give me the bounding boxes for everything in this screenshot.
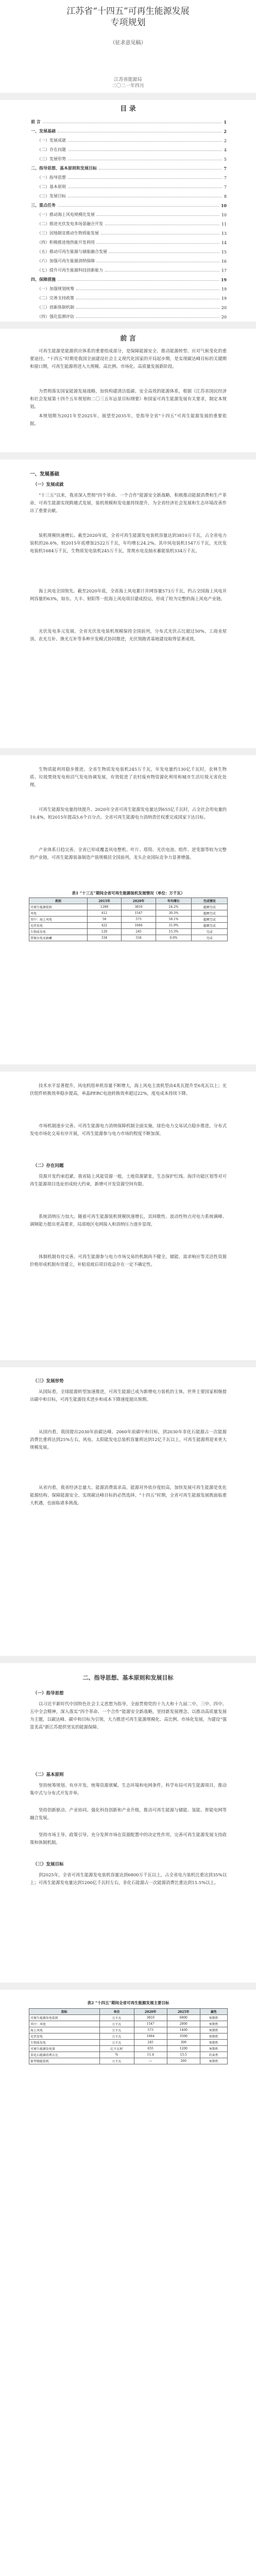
toc-entry[interactable] xyxy=(31,125,227,134)
toc-entry-page: 2 xyxy=(224,139,227,143)
table-header-cell: 2015年 xyxy=(87,898,121,904)
toc-entry-page: 19 xyxy=(220,277,227,282)
table-cell: 亿千瓦时 xyxy=(99,2046,134,2052)
toc-entry[interactable] xyxy=(31,292,227,301)
toc-entry-page: 19 xyxy=(221,296,227,301)
table-row xyxy=(29,2040,228,2046)
table-cell: 1400 xyxy=(167,2027,200,2033)
body-paragraph: 光伏发电多元发展。全省光伏发电装机规模保持全国前列，分布式光伏占比超过50%，工商业屋顶、农光互补、渔光互补等多种开发模式协同推进，光伏领跑者基地建设取得显著成效。 xyxy=(30,629,227,641)
table-cell: 3810 xyxy=(122,904,156,910)
table-row xyxy=(29,910,228,917)
toc-leader-dots xyxy=(76,308,219,309)
toc-entry[interactable] xyxy=(31,301,227,310)
section-heading: （一）发展成就 xyxy=(33,482,64,487)
table-cell: 260 xyxy=(167,2058,200,2064)
toc-entry[interactable] xyxy=(31,143,227,152)
table-cell: 万千瓦 xyxy=(99,2058,134,2064)
table-cell: 334 xyxy=(87,935,121,941)
preface-paragraph: 为贯彻落实国家能源发展战略，加快构建清洁低碳、安全高效的能源体系，根据《江苏省国民经济和社会发展第十四个五年规划和二〇三五年远景目标纲要》和国家可再生能源发展有关要求，制定本规划。 xyxy=(30,388,227,409)
table-cell: 1200 xyxy=(167,2046,200,2052)
table1-caption: 表1 “十三五”期间全省可再生能源装机发展情况（单位：万千瓦） xyxy=(72,891,185,895)
table-cell: 常规水电及抽蓄 xyxy=(29,935,88,941)
toc-entry-page: 19 xyxy=(221,287,227,292)
table-row xyxy=(29,929,228,935)
table-cell: 422 xyxy=(87,923,121,929)
toc-leader-dots xyxy=(76,317,219,318)
toc-entry-page: 5 xyxy=(224,157,227,162)
table-cell: 其中：风电 xyxy=(29,2021,100,2027)
toc-entry[interactable] xyxy=(31,199,227,208)
table-cell: 300 xyxy=(167,2040,200,2046)
table-row xyxy=(29,917,228,923)
toc-entry-label: 四、保障措施 xyxy=(31,277,56,282)
table1 xyxy=(29,897,228,941)
table-row xyxy=(29,904,228,910)
table-cell: 万千瓦 xyxy=(99,2021,134,2027)
table-cell: 生物质发电 xyxy=(29,2040,100,2046)
toc-entry[interactable] xyxy=(31,162,227,171)
cover-date: 二〇二一年四月 xyxy=(111,83,144,89)
toc-entry-label: （三）发展目标 xyxy=(37,194,66,198)
toc-leader-dots xyxy=(58,280,219,281)
table-cell: 1547 xyxy=(122,910,156,917)
table-cell: 245 xyxy=(122,929,156,935)
toc-entry-page: 10 xyxy=(220,203,227,208)
toc-entry-label: （二）存在问题 xyxy=(37,147,66,152)
section-heading: （三）发展形势 xyxy=(33,1379,64,1384)
table-cell: 可再生能源发电装机 xyxy=(29,2015,100,2021)
table-cell: 预期性 xyxy=(200,2015,227,2021)
body-paragraph: 产业体系日趋完善。全省已形成覆盖风电整机、叶片、塔筒、光伏电池、组件、逆变器等较为完整的产业链，可再生能源装备制造产值规模居全国前列，龙头企业国际竞争力显著增强。 xyxy=(30,847,227,860)
table-header-cell: 年均增长 xyxy=(156,898,192,904)
toc-entry[interactable] xyxy=(31,208,227,217)
toc-entry-label: （三）创新体制机制 xyxy=(37,305,74,310)
table-cell: 完成 xyxy=(192,935,228,941)
table-cell: 完成 xyxy=(192,929,228,935)
toc-entry-label: 前 言 xyxy=(31,119,41,124)
body-paragraph: 生物质能利用稳步推进。全省生物质发电装机245万千瓦，年发电量约130亿千瓦时，农林生物质、垃圾焚烧发电和沼气发电协调发展，有效促进了农村废弃物资源化利用和城市生活垃圾无害化处理。 xyxy=(30,767,227,787)
table-cell: 预期性 xyxy=(200,2021,227,2027)
toc-entry-label: 三、重点任务 xyxy=(31,202,56,208)
toc-leader-dots xyxy=(68,150,222,151)
table-cell: 海上风电 xyxy=(29,2027,100,2033)
toc-entry-page: 8 xyxy=(224,194,227,199)
toc-entry-label: （一）加强规划统筹 xyxy=(37,286,74,291)
toc-entry[interactable] xyxy=(31,217,227,227)
toc-entry-label: （一）发展成就 xyxy=(37,138,66,143)
chapter2-heading: 二、指导思想、基本原则和发展目标 xyxy=(82,1674,174,1681)
page-separator xyxy=(0,1064,256,1072)
toc-entry[interactable] xyxy=(31,264,227,273)
table-cell: 光伏发电 xyxy=(29,2033,100,2040)
body-paragraph: 系统消纳压力加大。随着可再生能源装机规模快速增长，其间歇性、波动性特点对电力系统调峰、调频能力提出更高要求，局部地区电网接入和消纳压力逐步显现。 xyxy=(30,1214,227,1227)
body-paragraph: 海上风电全国领先。截至2020年底，全省海上风电累计并网容量573万千瓦，约占全国海上风电并网容量的63%，如东、大丰、射阳等一批海上风电项目建成投运，形成了较为完整的海上风电产业链。 xyxy=(30,588,227,601)
toc-entry-label: （四）积极推进地热能开发利用 xyxy=(37,240,95,245)
toc-entry-label: （一）指导思想 xyxy=(37,175,66,180)
table-cell: 245 xyxy=(134,2040,167,2046)
table-cell: 0.0% xyxy=(156,935,192,941)
table-cell: 58 xyxy=(87,917,121,923)
toc-entry-page: 1 xyxy=(224,120,227,125)
toc-entry-label: （二）完善支持政策 xyxy=(37,296,74,300)
toc-entry[interactable] xyxy=(31,171,227,180)
table2-caption: 表2 “十四五”期间全省可再生能源发展主要目标 xyxy=(87,2001,169,2005)
table-cell: 可再生能源装机 xyxy=(29,904,88,910)
table-cell: 655 xyxy=(134,2046,167,2052)
body-paragraph: 坚持市场主导、政策引导。充分发挥市场在资源配置中的决定性作用，完善可再生能源发展支持政策和体制机制。 xyxy=(30,1832,227,1845)
table-cell: 风电 xyxy=(29,910,88,917)
toc-entry-page: 4 xyxy=(224,148,227,152)
chapter2-page-2 xyxy=(0,1990,256,2576)
toc-entry-label: （五）推动可再生能源与储能融合发展 xyxy=(37,249,107,254)
table-cell: 1684 xyxy=(134,2033,167,2040)
cover-issuer: 江苏省能源局 xyxy=(114,77,142,82)
table-cell: % xyxy=(99,2052,134,2058)
table-cell: 万千瓦 xyxy=(99,2033,134,2040)
table-cell: 120 xyxy=(87,929,121,935)
section-heading: （一）指导思想 xyxy=(33,1691,64,1696)
toc-entry[interactable] xyxy=(31,255,227,264)
table-row xyxy=(29,2021,228,2027)
toc-entry-label: （二）推进光伏发电多场景融合开发 xyxy=(37,222,103,226)
table-cell: 15.3% xyxy=(156,929,192,935)
toc-entry[interactable] xyxy=(31,190,227,199)
cover-draft-label: （征求意见稿） xyxy=(110,40,146,46)
page-separator xyxy=(0,452,256,460)
toc-entry-label: 二、指导思想、基本原则和发展目标 xyxy=(31,165,97,171)
table-cell: 1288 xyxy=(87,904,121,910)
table-cell: 334 xyxy=(122,935,156,941)
table-row xyxy=(29,2046,228,2052)
table-cell: 1547 xyxy=(134,2021,167,2027)
toc-title: 目 录 xyxy=(120,105,136,113)
toc-entry-label: （三）发展形势 xyxy=(37,157,66,161)
table-cell: 58.1% xyxy=(156,917,192,923)
table-cell: 573 xyxy=(122,917,156,923)
body-paragraph: 以习近平新时代中国特色社会主义思想为指导，全面贯彻党的十九大和十九届二中、三中、四中、五中全会精神，深入落实“四个革命、一个合作”能源安全新战略，坚持新发展理念，以推动高质量发展为主题，以碳达峰、碳中和目标为引领，大力推进可再生能源规模化、高比例、市场化发展，为建设“强富美高”新江苏提供坚实的能源保障。 xyxy=(30,1701,227,1730)
toc-entry[interactable] xyxy=(31,115,227,125)
body-paragraph: 技术水平显著提升。风电机组单机容量不断增大，海上风电主流机型由4兆瓦提升至6兆瓦以上；光伏组件转换效率稳步提高，单晶PERC电池转换效率超过22%，度电成本持续下降。 xyxy=(30,1083,227,1096)
body-paragraph: 从国际看，全球能源转型加速推进，可再生能源已成为新增电力装机的主体，世界主要国家相继提出碳中和目标，可再生能源技术进步和成本下降速度超出预期。 xyxy=(30,1389,227,1402)
table-cell: 31.9% xyxy=(156,923,192,929)
toc-entry[interactable] xyxy=(31,134,227,143)
table-header-cell: 2020年 xyxy=(122,898,156,904)
table-cell: 3810 xyxy=(134,2015,167,2021)
table-cell: 预期性 xyxy=(200,2027,227,2033)
page-separator xyxy=(0,1656,256,1663)
preface-title: 前 言 xyxy=(120,335,136,343)
toc-entry-label: 一、发展基础 xyxy=(31,128,56,133)
toc-entry-page: 7 xyxy=(224,166,227,171)
body-paragraph: 到2025年，全省可再生能源发电装机容量达到6800万千瓦以上，占全省电力装机比重达到35%以上；可再生能源发电量达到1200亿千瓦时左右，非化石能源占一次能源消费比重达到15.5%以上。 xyxy=(30,1872,227,1885)
table-cell: 其中：海上风电 xyxy=(29,917,88,923)
toc-entry-page: 11 xyxy=(221,222,227,227)
table-cell: 预期性 xyxy=(200,2046,227,2052)
preface-page xyxy=(0,329,256,452)
table-cell: 3500 xyxy=(167,2033,200,2040)
chapter1-heading: 一、发展基础 xyxy=(30,471,60,477)
toc-entry-page: 2 xyxy=(224,129,227,134)
toc-entry[interactable] xyxy=(31,273,227,282)
chapter1-page-4 xyxy=(0,1367,256,1656)
table-row xyxy=(29,2027,228,2033)
table-cell: 15.5 xyxy=(167,2052,200,2058)
toc-leader-dots xyxy=(105,271,219,272)
table-row xyxy=(29,935,228,941)
table-cell: 光伏发电 xyxy=(29,923,88,929)
table-cell: 生物质发电 xyxy=(29,929,88,935)
table-header-cell: 完成情况 xyxy=(192,898,228,904)
body-paragraph: 装机规模快速增长。截至2020年底，全省可再生能源发电装机容量达到3810万千瓦，占全省电力装机的26.6%，较2015年底增加2522万千瓦，年均增长24.2%。其中风电装机1547万千瓦，光伏发电装机1684万千瓦，生物质发电装机245万千瓦，常规水电及抽水蓄能装机334万千瓦。 xyxy=(30,533,227,553)
table-header-cell: 单位 xyxy=(99,2009,134,2015)
table-header-cell: 2025年 xyxy=(167,2009,200,2015)
toc-entry[interactable] xyxy=(31,245,227,255)
page-separator xyxy=(0,93,256,100)
table-row xyxy=(29,923,228,929)
table-cell: 412 xyxy=(87,910,121,917)
toc-entry[interactable] xyxy=(31,310,227,319)
toc-list xyxy=(31,115,227,347)
section-heading: （二）基本原则 xyxy=(33,1772,64,1777)
table2 xyxy=(29,2008,228,2064)
table-cell: 1684 xyxy=(122,923,156,929)
table-cell: 新型储能装机 xyxy=(29,2058,100,2064)
table-row xyxy=(29,2033,228,2040)
cover-title-line2: 专项规划 xyxy=(110,18,146,28)
table-header-cell: 类别 xyxy=(29,898,88,904)
table-row xyxy=(29,2058,228,2064)
toc-entry-label: （七）提升可再生能源科技创新能力 xyxy=(37,268,103,273)
chapter1-page xyxy=(0,460,256,748)
toc-entry-label: （三）因地制宜推动生物质能发展 xyxy=(37,231,99,235)
table-header-cell: 2020年 xyxy=(134,2009,167,2015)
table-cell: — xyxy=(134,2058,167,2064)
toc-entry[interactable] xyxy=(31,236,227,245)
table-cell: 30.3% xyxy=(156,910,192,917)
table-cell: 6800 xyxy=(167,2015,200,2021)
table-cell: 预期性 xyxy=(200,2058,227,2064)
toc-entry[interactable] xyxy=(31,152,227,162)
toc-entry[interactable] xyxy=(31,227,227,236)
toc-leader-dots xyxy=(68,178,222,179)
table-cell: 超额完成 xyxy=(192,910,228,917)
table-cell: 超额完成 xyxy=(192,917,228,923)
toc-entry-label: （四）强化监测评估 xyxy=(37,314,74,319)
toc-entry-page: 14 xyxy=(221,241,227,245)
toc-entry-label: （二）基本原则 xyxy=(37,184,66,189)
toc-entry-page: 13 xyxy=(221,231,227,236)
body-paragraph: 从省内看，我省经济总量大、能源消费需求高，能源对外依存度较高，加快发展可再生能源是优化能源结构、保障能源安全、实现碳达峰目标的必然选择。“十四五”时期，全省可再生能源发展既面临重大机遇，也面临诸多挑战。 xyxy=(30,1485,227,1505)
toc-entry[interactable] xyxy=(31,282,227,292)
toc-entry-page: 10 xyxy=(221,213,227,217)
table-header-row xyxy=(29,898,228,904)
table-cell: 573 xyxy=(134,2027,167,2033)
toc-leader-dots xyxy=(97,243,219,244)
toc-leader-dots xyxy=(68,141,222,142)
toc-leader-dots xyxy=(99,169,221,170)
table-cell: 超额完成 xyxy=(192,923,228,929)
body-paragraph: 可再生能源发电量持续提升。2020年全省可再生能源发电量达到655亿千瓦时，占全社会用电量的10.4%，较2015年提高5.6个百分点。全省可再生能源电力消纳责任权重完成国家下达目标。 xyxy=(30,807,227,820)
table-cell: 2800 xyxy=(167,2021,200,2027)
table-row xyxy=(29,2052,228,2058)
table-cell: 可再生能源发电量 xyxy=(29,2046,100,2052)
table-cell: 非化石能源消费占比 xyxy=(29,2052,100,2058)
table-cell: 预期性 xyxy=(200,2040,227,2046)
page-separator xyxy=(0,1982,256,1990)
page-separator xyxy=(0,321,256,329)
chapter1-page-3 xyxy=(0,1072,256,1360)
body-paragraph: 坚持创新驱动、产业协同。强化科技创新和产业升级，推动可再生能源与储能、氢能、智能电网等融合发展。 xyxy=(30,1807,227,1820)
chapter1-page-2 xyxy=(0,755,256,1064)
toc-entry-page: 15 xyxy=(221,250,227,255)
table-cell: 约束性 xyxy=(200,2052,227,2058)
page-separator xyxy=(0,748,256,755)
body-paragraph: 体制机制有待完善。可再生能源参与电力市场交易的机制尚不健全，储能、需求响应等灵活性资源价格形成机制有待建立，补贴退坡后项目收益存在一定不确定性。 xyxy=(30,1254,227,1267)
preface-paragraph: 本规划期为2021年至2025年，展望至2035年，是指导全省“十四五”可再生能源发展的重要依据。 xyxy=(30,413,227,426)
toc-page xyxy=(0,100,256,321)
body-paragraph: 资源开发约束趋紧。我省陆上风能资源一般，土地资源紧张，生态保护红线、海洋功能区划等对可再生能源项目选址形成较大约束，新增可开发资源空间有限。 xyxy=(30,1174,227,1187)
toc-entry-page: 17 xyxy=(221,268,227,273)
toc-entry-label: （六）加强可再生能源消纳保障 xyxy=(37,259,95,263)
toc-entry-page: 7 xyxy=(224,176,227,180)
toc-entry-page: 16 xyxy=(221,259,227,264)
table-header-cell: 属性 xyxy=(200,2009,227,2015)
body-paragraph: 市场机制逐步完善。可再生能源电力消纳保障机制全面实施，绿色电力交易试点稳步推进，分布式发电市场化交易有序开展，可再生能源参与电力市场的程度不断加深。 xyxy=(30,1123,227,1136)
toc-leader-dots xyxy=(109,252,219,253)
table-header-cell: 指标 xyxy=(29,2009,100,2015)
table-cell: 24.2% xyxy=(156,904,192,910)
chapter2-page xyxy=(0,1663,256,1982)
toc-entry-page: 20 xyxy=(221,306,227,310)
section-heading: （二）存在问题 xyxy=(33,1163,64,1168)
toc-leader-dots xyxy=(97,215,219,216)
cover-page xyxy=(0,0,256,93)
cover-title-line1: 江苏省“十四五”可再生能源发展 xyxy=(66,6,190,16)
toc-entry-label: （一）推动海上风电规模化发展 xyxy=(37,212,95,217)
table-cell: 11.4 xyxy=(134,2052,167,2058)
toc-entry-page: 20 xyxy=(221,315,227,319)
table-cell: 预期性 xyxy=(200,2033,227,2040)
toc-entry-page: 7 xyxy=(224,185,227,190)
page-separator xyxy=(0,1360,256,1367)
table-cell: 万千瓦 xyxy=(99,2027,134,2033)
table-header-row xyxy=(29,2009,228,2015)
table-cell: 超额完成 xyxy=(192,904,228,910)
body-paragraph: “十三五”以来，我省深入贯彻“四个革命、一个合作”能源安全新战略，积极推动能源消费和生产革命，可再生能源实现跨越式发展，装机规模和发电量持续提升，为全省经济社会发展和生态环境改善作出了重要贡献。 xyxy=(30,493,227,513)
table-row xyxy=(29,2015,228,2021)
body-paragraph: 从国内看，我国提出2030年前碳达峰、2060年前碳中和目标，到2030年非化石能源占一次能源消费比重将达到25%左右，风电、太阳能发电总装机容量将达到12亿千瓦以上，可再生能源将迎来更大规模发展。 xyxy=(30,1429,227,1450)
toc-entry[interactable] xyxy=(31,180,227,190)
section-heading: （三）发展目标 xyxy=(33,1862,64,1867)
body-paragraph: 坚持统筹规划、有序开发。统筹资源禀赋、生态环境和电网条件，科学布局可再生能源项目，推动集中式与分布式开发并举。 xyxy=(30,1783,227,1795)
table-cell: 万千瓦 xyxy=(99,2040,134,2046)
toc-leader-dots xyxy=(58,206,219,207)
preface-paragraph: 可再生能源是能源供应体系的重要组成部分，是保障能源安全、推动能源转型、应对气候变化的重要途径。“十四五”时期是我国全面建设社会主义现代化国家的开局起步期，是实现碳达峰目标的关键期和窗口期，可再生能源将进入大规模、高比例、市场化、高质量发展新阶段。 xyxy=(30,348,227,369)
table-cell: 万千瓦 xyxy=(99,2015,134,2021)
